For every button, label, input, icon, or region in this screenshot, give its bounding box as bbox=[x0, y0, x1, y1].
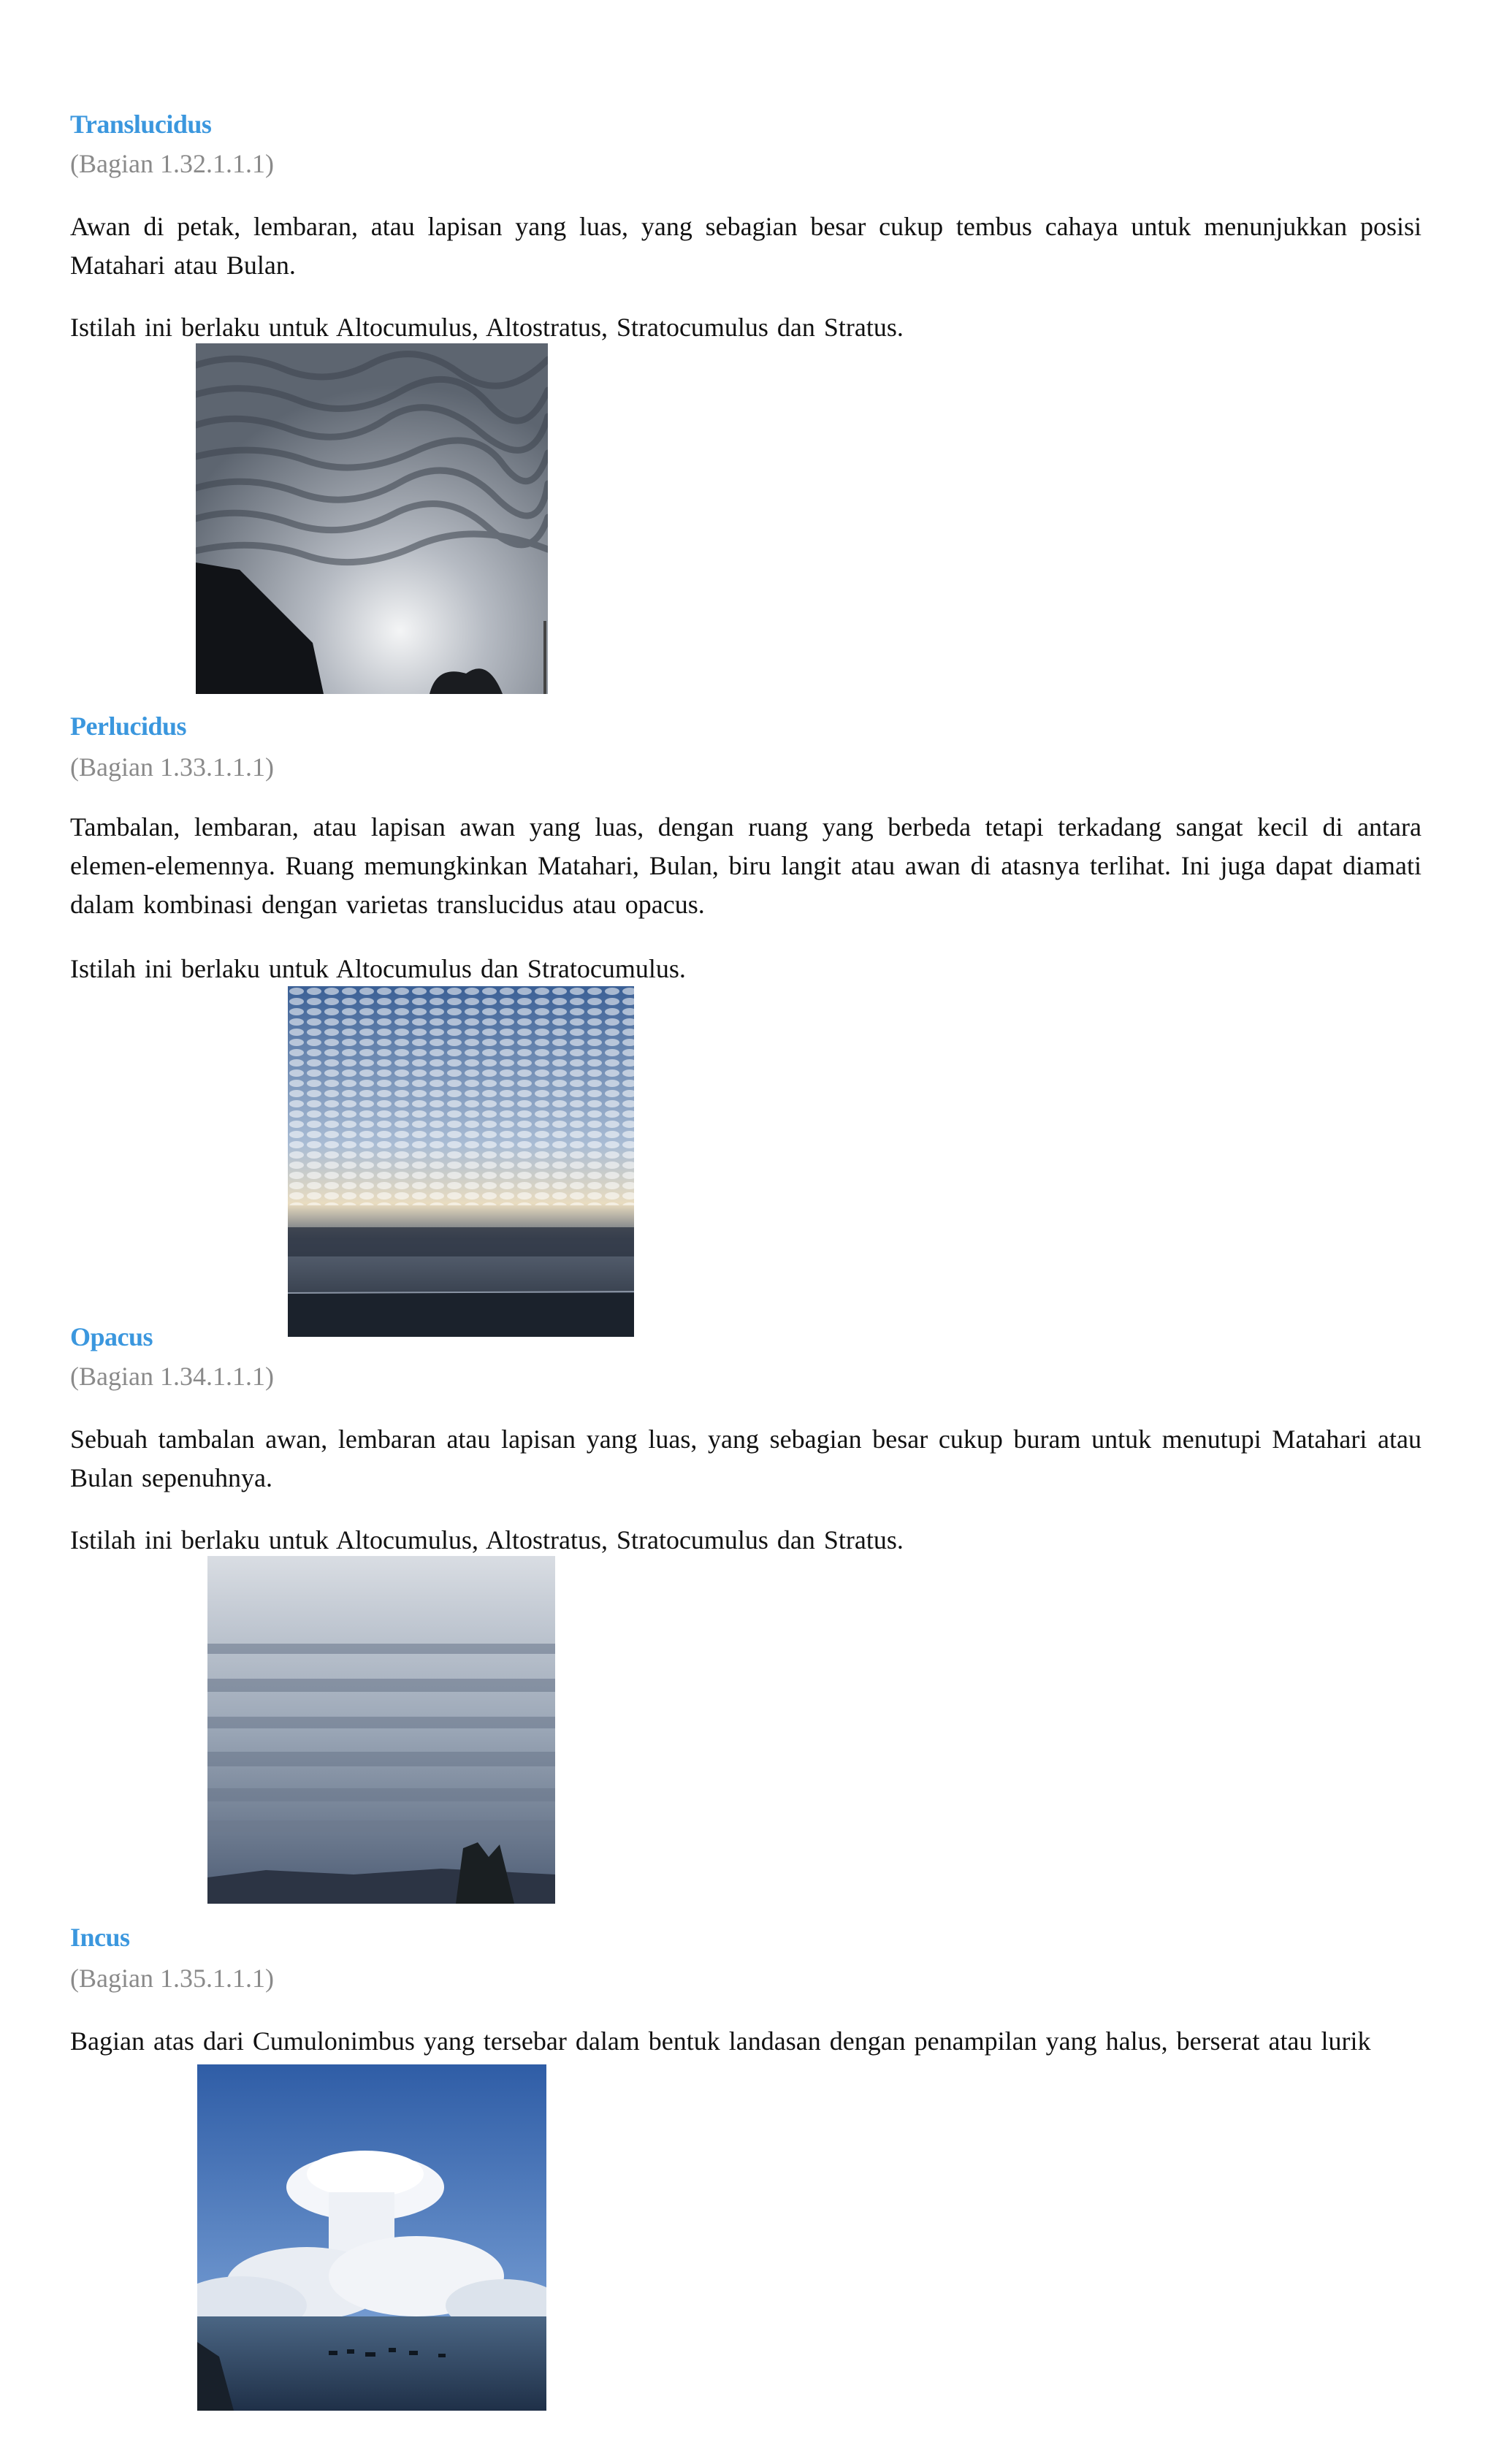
section-description-translucidus: Awan di petak, lembaran, atau lapisan yang luas, yang sebagian besar cukup tembus cahaya untuk menunjukkan posisi Matahari atau Bulan. bbox=[70, 212, 1421, 280]
section-ref-translucidus: (Bagian 1.32.1.1.1) bbox=[70, 149, 274, 178]
section-applies-perlucidus: Istilah ini berlaku untuk Altocumulus dan Stratocumulus. bbox=[70, 954, 686, 983]
section-description-opacus: Sebuah tambalan awan, lembaran atau lapisan yang luas, yang sebagian besar cukup buram untuk menutupi Matahari atau Bulan sepenuhnya. bbox=[70, 1424, 1421, 1492]
section-ref-perlucidus: (Bagian 1.33.1.1.1) bbox=[70, 752, 274, 782]
section-applies-opacus: Istilah ini berlaku untuk Altocumulus, Altostratus, Stratocumulus dan Stratus. bbox=[70, 1525, 904, 1555]
perlucidus-photo bbox=[288, 986, 634, 1337]
section-ref-opacus: (Bagian 1.34.1.1.1) bbox=[70, 1362, 274, 1391]
section-title-perlucidus: Perlucidus bbox=[70, 712, 187, 741]
section-description-incus: Bagian atas dari Cumulonimbus yang tersebar dalam bentuk landasan dengan penampilan yang halus, berserat atau lurik bbox=[70, 2026, 1371, 2056]
translucidus-photo bbox=[196, 343, 548, 694]
incus-photo bbox=[197, 2064, 546, 2411]
section-title-opacus: Opacus bbox=[70, 1322, 153, 1351]
section-title-translucidus: Translucidus bbox=[70, 110, 212, 139]
section-ref-incus: (Bagian 1.35.1.1.1) bbox=[70, 1964, 274, 1993]
section-title-incus: Incus bbox=[70, 1923, 130, 1952]
opacus-photo bbox=[207, 1556, 555, 1904]
section-description-perlucidus: Tambalan, lembaran, atau lapisan awan yang luas, dengan ruang yang berbeda tetapi terkadang sangat kecil di antara elemen-elemennya. Ruang memungkinkan Matahari, Bulan, biru langit atau awan di atasnya terlihat. Ini juga dapat diamati dalam kombinasi dengan varietas translucidus atau opacus. bbox=[70, 812, 1421, 919]
section-applies-translucidus: Istilah ini berlaku untuk Altocumulus, Altostratus, Stratocumulus dan Stratus. bbox=[70, 313, 904, 342]
